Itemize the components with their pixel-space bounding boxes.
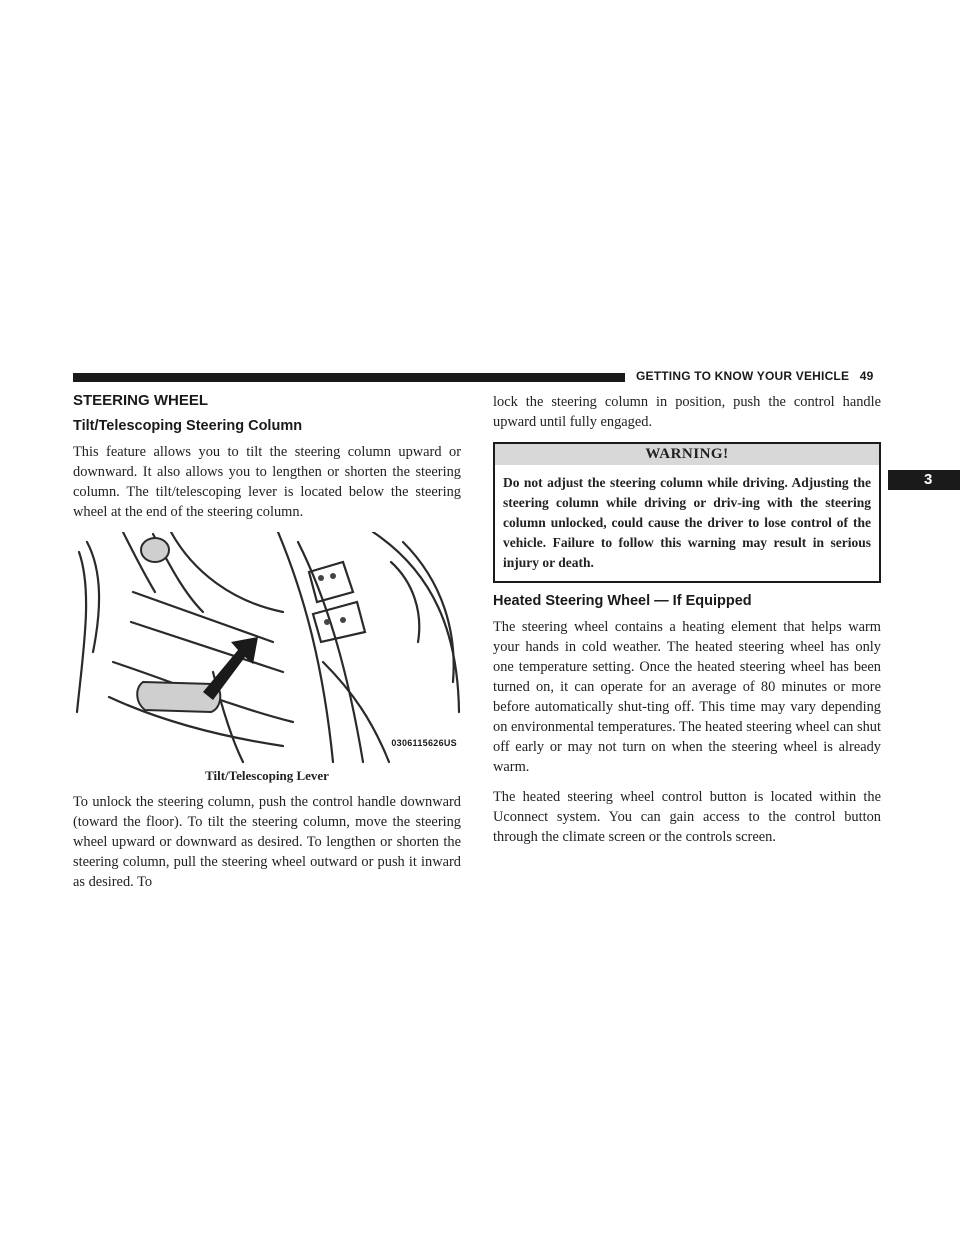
intro-paragraph: This feature allows you to tilt the steering column upward or downward. It also allows you to lengthen or shorten the steering column. The tilt/telescoping lever is located below the steering wheel at the end of the steering column.: [73, 444, 461, 520]
section-title: STEERING WHEEL: [73, 392, 209, 409]
warning-body: Do not adjust the steering column while driving. Adjusting the steering column while driving or driv-ing with the steering column unlocked, could cause the driver to lose control of the vehicle. Failure to follow this warning may result in serious injury or death.: [503, 475, 871, 570]
figure-code: 0306115626US: [391, 738, 457, 748]
right-column: [493, 392, 881, 857]
lock-paragraph: lock the steering column in position, push the control handle upward until fully engaged.: [493, 394, 881, 430]
unlock-paragraph: To unlock the steering column, push the control handle downward (toward the floor). To tilt the steering column, move the steering wheel upward or downward as desired. To lengthen or shorten the steering column, pull the steering wheel outward or push it inward as desired. To: [73, 794, 461, 890]
tilt-lever-figure: [73, 532, 461, 764]
chapter-tab[interactable]: 3: [888, 470, 960, 490]
page-header: [636, 369, 874, 383]
warning-title: WARNING!: [495, 444, 879, 465]
warning-box: [493, 442, 881, 583]
heated-wheel-paragraph: The steering wheel contains a heating element that helps warm your hands in cold weather. The heated steering wheel has only one temperature setting. Once the heated steering wheel has been turned on, it can operate for an average of 80 minutes or more before automatically shut-ting off. This time may vary depending on environmental temperatures. The heated steering wheel can shut off early or may not turn on when the steering wheel is already warm.: [493, 619, 881, 775]
figure-caption: Tilt/Telescoping Lever: [205, 768, 329, 783]
header-rule: [73, 373, 625, 382]
steering-column-illustration: [73, 532, 461, 764]
page-number: 49: [859, 369, 874, 383]
left-column: [73, 392, 461, 902]
heated-wheel-control-paragraph: The heated steering wheel control button is located within the Uconnect system. You can gain access to the control button through the climate screen or the controls screen.: [493, 789, 881, 845]
subsection-title: Tilt/Telescoping Steering Column: [73, 418, 303, 434]
header-section: GETTING TO KNOW YOUR VEHICLE: [636, 369, 850, 383]
heated-wheel-title: Heated Steering Wheel — If Equipped: [493, 593, 752, 609]
